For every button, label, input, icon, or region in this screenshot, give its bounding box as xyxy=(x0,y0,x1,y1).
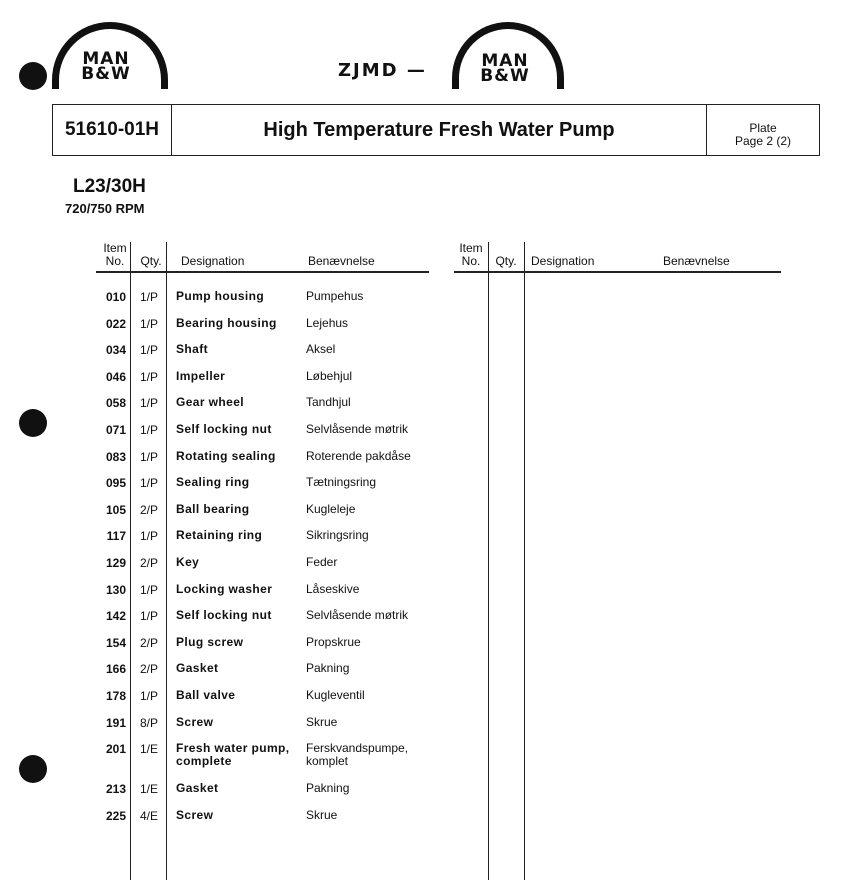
item-qty: 1/P xyxy=(139,423,158,437)
item-qty: 1/P xyxy=(139,449,158,464)
table-row xyxy=(0,742,440,768)
title-box xyxy=(52,104,820,156)
item-qty: 1/P xyxy=(139,476,158,491)
item-qty: 1/P xyxy=(139,316,158,331)
man-bw-logo-left xyxy=(50,22,170,86)
item-qty: 1/P xyxy=(139,582,158,597)
item-designation: Self locking nut xyxy=(176,608,272,623)
item-qty: 1/P xyxy=(139,369,158,384)
table-row xyxy=(0,689,440,715)
item-no: 105 xyxy=(105,502,126,517)
table-row xyxy=(0,716,440,742)
item-no: 213 xyxy=(105,782,126,797)
item-no: 142 xyxy=(105,609,126,624)
item-benaevnelse: Pakning xyxy=(306,661,350,676)
plate-code: 51610-01H xyxy=(53,105,172,155)
right-header-designation: Designation xyxy=(531,254,595,268)
item-no: 046 xyxy=(105,369,126,384)
right-header-qty: Qty. xyxy=(495,254,517,268)
right-header-benaevnelse: Benævnelse xyxy=(663,254,730,268)
item-no: 166 xyxy=(105,662,126,677)
item-designation: Locking washer xyxy=(176,581,273,596)
item-designation: Bearing housing xyxy=(176,315,277,330)
item-designation: Self locking nut xyxy=(176,422,272,436)
table-row xyxy=(0,290,440,316)
item-designation: Gasket xyxy=(176,661,219,676)
item-no: 058 xyxy=(105,396,126,411)
item-designation: Ball bearing xyxy=(176,501,250,516)
item-no: 130 xyxy=(105,582,126,597)
item-benaevnelse: Feder xyxy=(306,555,338,569)
table-row xyxy=(0,529,440,555)
item-qty: 1/P xyxy=(139,396,158,411)
table-row xyxy=(0,609,440,635)
item-designation: Screw xyxy=(176,807,214,822)
table-row xyxy=(0,370,440,396)
right-col-divider-2 xyxy=(524,242,525,880)
table-row xyxy=(0,476,440,502)
item-benaevnelse-line2: komplet xyxy=(306,754,349,769)
item-qty: 1/P xyxy=(139,609,158,624)
item-qty: 1/P xyxy=(139,343,158,358)
item-no: 201 xyxy=(105,742,126,757)
table-row xyxy=(0,809,440,835)
left-header-designation: Designation xyxy=(181,254,245,268)
item-no: 095 xyxy=(105,476,126,491)
page-title: High Temperature Fresh Water Pump xyxy=(263,119,615,141)
item-qty: 2/P xyxy=(139,556,158,570)
item-designation: Gear wheel xyxy=(176,395,245,410)
item-designation: Shaft xyxy=(176,342,208,357)
item-no: 117 xyxy=(106,529,126,544)
right-header-item xyxy=(456,242,486,268)
table-row xyxy=(0,556,440,582)
item-qty: 2/P xyxy=(139,635,158,650)
header-prefix: ZJMD — xyxy=(338,60,427,81)
item-no: 010 xyxy=(105,290,126,304)
item-designation: Gasket xyxy=(176,781,219,796)
item-benaevnelse: Selvlåsende møtrik xyxy=(306,608,409,623)
logo-center-line2: B&W xyxy=(480,66,530,86)
right-col-divider-1 xyxy=(488,242,489,880)
item-qty: 8/P xyxy=(139,715,158,730)
left-header-item-line2: No. xyxy=(105,254,125,268)
table-row xyxy=(0,662,440,688)
logo-left-line1: MAN xyxy=(82,49,130,69)
item-no: 071 xyxy=(105,423,126,437)
plate-page: Page 2 (2) xyxy=(734,134,792,148)
item-designation: Screw xyxy=(176,714,214,729)
table-row xyxy=(0,503,440,529)
item-no: 154 xyxy=(105,635,126,650)
right-header-item-line1: Item xyxy=(459,241,483,255)
logo-center-line1: MAN xyxy=(481,51,529,71)
item-benaevnelse: Pumpehus xyxy=(306,289,364,303)
item-benaevnelse: Propskrue xyxy=(306,634,361,649)
item-designation: Ball valve xyxy=(176,688,236,702)
item-designation: Sealing ring xyxy=(176,475,250,490)
item-benaevnelse: Ferskvandspumpe, xyxy=(306,741,409,756)
item-no: 034 xyxy=(105,343,126,358)
item-no: 083 xyxy=(105,449,126,464)
item-qty: 1/E xyxy=(139,742,158,757)
item-no: 129 xyxy=(105,556,126,570)
item-benaevnelse: Løbehjul xyxy=(306,368,353,383)
table-row xyxy=(0,343,440,369)
item-designation: Plug screw xyxy=(176,634,244,649)
item-designation: Retaining ring xyxy=(176,528,263,543)
item-benaevnelse: Sikringsring xyxy=(306,528,369,543)
plate-label: Plate xyxy=(749,121,777,135)
right-header-rule xyxy=(454,271,781,273)
item-benaevnelse: Aksel xyxy=(306,342,336,357)
left-header-benaevnelse: Benævnelse xyxy=(308,254,375,268)
left-header-item xyxy=(100,242,130,268)
left-header-qty: Qty. xyxy=(140,254,162,268)
item-designation: Impeller xyxy=(176,368,226,383)
item-designation-line2: complete xyxy=(176,754,232,769)
item-benaevnelse: Skrue xyxy=(306,807,338,822)
punch-hole-top xyxy=(19,62,47,90)
left-header-item-line1: Item xyxy=(103,241,127,255)
table-row xyxy=(0,583,440,609)
item-qty: 1/P xyxy=(139,290,158,304)
item-benaevnelse: Kugleventil xyxy=(306,688,365,702)
item-benaevnelse: Låseskive xyxy=(306,581,360,596)
item-benaevnelse: Pakning xyxy=(306,781,350,796)
man-bw-logo-center xyxy=(452,22,568,86)
item-designation: Key xyxy=(176,555,200,569)
item-designation: Fresh water pump, xyxy=(176,741,290,756)
table-row xyxy=(0,450,440,476)
table-row xyxy=(0,782,440,808)
item-qty: 2/P xyxy=(139,502,158,517)
item-qty: 1/E xyxy=(139,782,158,797)
item-qty: 1/P xyxy=(139,529,158,544)
item-benaevnelse: Tandhjul xyxy=(306,395,351,410)
item-qty: 1/P xyxy=(139,689,158,703)
item-no: 178 xyxy=(105,689,126,703)
item-benaevnelse: Kugleleje xyxy=(306,501,356,516)
item-benaevnelse: Lejehus xyxy=(306,315,349,330)
right-header-item-line2: No. xyxy=(461,254,481,268)
item-no: 191 xyxy=(105,715,126,730)
item-qty: 4/E xyxy=(139,808,158,823)
engine-rpm: 720/750 RPM xyxy=(65,201,145,216)
item-benaevnelse: Tætningsring xyxy=(306,475,377,490)
item-benaevnelse: Selvlåsende møtrik xyxy=(306,422,409,436)
table-row xyxy=(0,396,440,422)
item-no: 022 xyxy=(105,316,126,331)
plate-info xyxy=(706,105,819,155)
item-no: 225 xyxy=(105,808,126,823)
left-header-rule xyxy=(96,271,429,273)
item-qty: 2/P xyxy=(139,662,158,677)
table-row xyxy=(0,317,440,343)
item-designation: Rotating sealing xyxy=(176,448,276,463)
item-benaevnelse: Skrue xyxy=(306,714,338,729)
item-designation: Pump housing xyxy=(176,289,265,303)
engine-model: L23/30H xyxy=(73,176,146,197)
logo-left-line2: B&W xyxy=(81,64,131,84)
item-benaevnelse: Roterende pakdåse xyxy=(306,448,411,463)
table-row xyxy=(0,636,440,662)
table-row xyxy=(0,423,440,449)
